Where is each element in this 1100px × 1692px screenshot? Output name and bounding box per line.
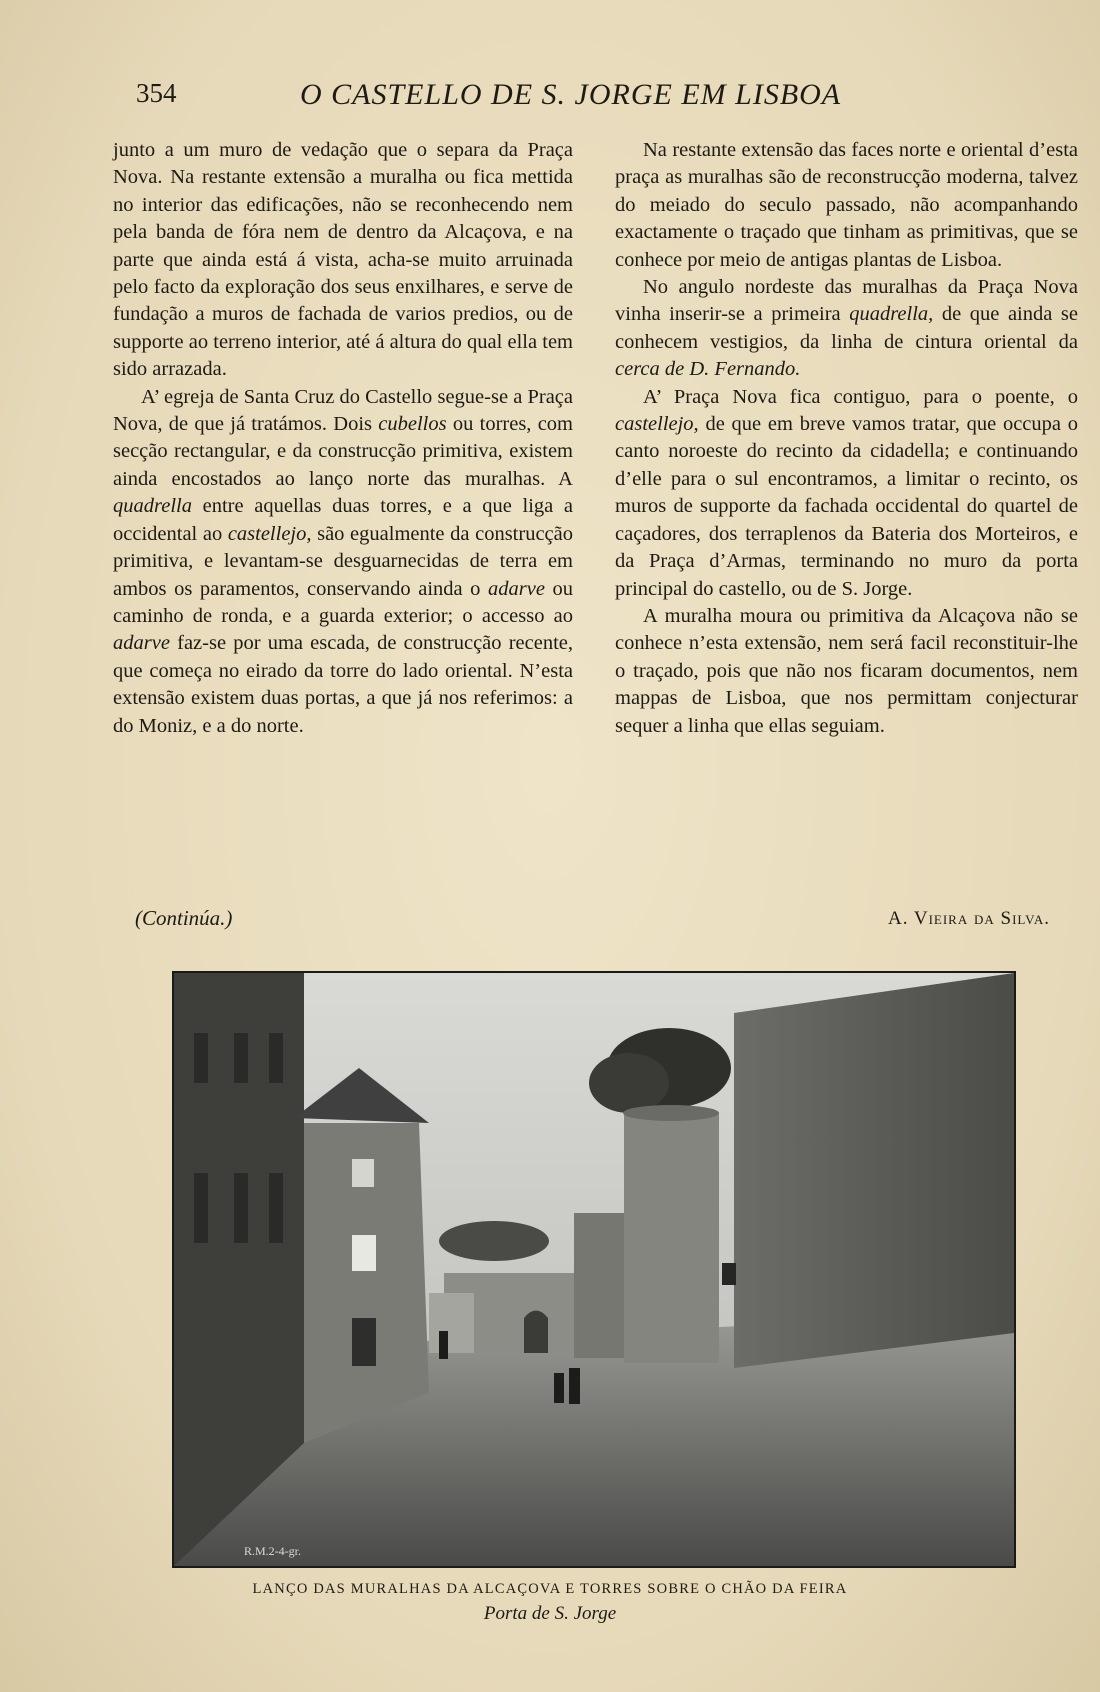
text-run: entre aquellas duas torres, e a que liga a occidental ao xyxy=(113,495,573,545)
text-run: faz-se por uma escada, de construcção recente, que começa no eirado da torre do lado oriental. N’esta extensão existem duas portas, a que já nos referimos: a do Moniz, e a do norte. xyxy=(113,632,573,737)
italic-term: cerca de D. Fernando. xyxy=(615,358,801,381)
italic-term: castellejo, xyxy=(227,522,312,545)
text-run: de que ainda se conhecem vestigios, da linha de cintura oriental da xyxy=(615,303,1078,353)
distant-house xyxy=(429,1293,474,1353)
gate-arch xyxy=(524,1311,548,1354)
left-paragraph-2 xyxy=(113,384,573,740)
text-run: são egualmente da construcção primitiva, e levantam-se desguarnecidas de terra em ambos os paramentos, conservando ainda o xyxy=(113,522,573,600)
author-signature: A. Vieira da Silva. xyxy=(887,908,1050,929)
tree-on-tower xyxy=(589,1053,669,1113)
italic-term: quadrella, xyxy=(849,303,934,326)
italic-term: adarve xyxy=(113,632,170,655)
italic-term: cubellos xyxy=(378,413,447,436)
left-paragraph-1: junto a um muro de vedação que o separa da Praça Nova. Na restante extensão a muralha ou fica mettida no interior das edificações, não se reconhecendo nem pela banda de fóra nem de dentro da Alcaçova, e na parte que ainda está á vista, acha-se muito arruinada pelo facto da exploração dos seus enxilhares, e serve de fundação a muros de fachada de varios predios, ou de supporte ao terreno interior, até á altura do qual ella tem sido arrazada. xyxy=(113,139,573,381)
text-run: A’ egreja de Santa Cruz do Castello segue-se a Praça Nova, de que já tratámos. Dois xyxy=(113,385,573,436)
right-column xyxy=(615,137,1078,740)
photo-signature: R.M.2-4-gr. xyxy=(244,1544,301,1558)
tower-top xyxy=(623,1105,719,1121)
right-paragraph-3 xyxy=(615,384,1078,603)
street-lamp xyxy=(722,1263,736,1285)
distant-trees xyxy=(439,1221,549,1261)
tower-small xyxy=(574,1213,629,1358)
running-title: O CASTELLO DE S. JORGE EM LISBOA xyxy=(300,78,842,111)
italic-term: adarve xyxy=(488,577,545,600)
text-run: A’ Praça Nova fica contiguo, para o poente, o xyxy=(643,385,1078,408)
text-run: ou caminho de ronda, e a guarda exterior; o accesso ao xyxy=(113,577,573,627)
house-window xyxy=(352,1159,374,1187)
continues-note: (Continúa.) xyxy=(135,906,233,930)
page-number: 354 xyxy=(136,78,177,108)
figure-subcaption: Porta de S. Jorge xyxy=(483,1603,617,1624)
right-wall xyxy=(734,973,1014,1368)
photograph xyxy=(172,971,1016,1568)
text-run: ou torres, com secção rectangular, e da construcção primitiva, existem ainda encostados ao lanço norte das muralhas. A xyxy=(113,413,573,490)
italic-term: quadrella xyxy=(113,495,192,518)
tower-large xyxy=(624,1113,719,1363)
italic-term: castellejo, xyxy=(615,413,699,436)
photo-illustration xyxy=(174,973,1014,1566)
text-run: de que em breve vamos tratar, que occupa o canto noroeste do recinto da cidadella; e continuando d’elle para o sul encontramos, a limitar o recinto, os muros de supporte da fachada occidental do quartel de caçadores, dos terraplenos da Bateria dos Morteiros, e da Praça d’Armas, terminando no muro da porta principal do castello, ou de S. Jorge. xyxy=(615,413,1078,600)
right-paragraph-1: Na restante extensão das faces norte e oriental d’esta praça as muralhas são de reconstrucção moderna, talvez do meiado do seculo passado, não acompanhando exactamente o traçado que tinham as primitivas, que se conhece por meio de antigas plantas de Lisboa. xyxy=(615,139,1078,271)
house-door xyxy=(352,1318,376,1366)
text-run: No angulo nordeste das muralhas da Praça Nova vinha inserir-se a primeira xyxy=(615,276,1078,326)
right-paragraph-2 xyxy=(615,274,1078,384)
right-paragraph-4: A muralha moura ou primitiva da Alcaçova não se conhece n’esta extensão, nem será facil reconstituir-lhe o traçado, pois que não nos ficaram documentos, nem mappas de Lisboa, que nos permittam conjecturar sequer a linha que ellas seguiam. xyxy=(615,604,1078,737)
house-window xyxy=(352,1235,376,1271)
figure-caption: LANÇO DAS MURALHAS DA ALCAÇOVA E TORRES SOBRE O CHÃO DA FEIRA xyxy=(252,1581,848,1597)
left-column xyxy=(113,137,573,740)
